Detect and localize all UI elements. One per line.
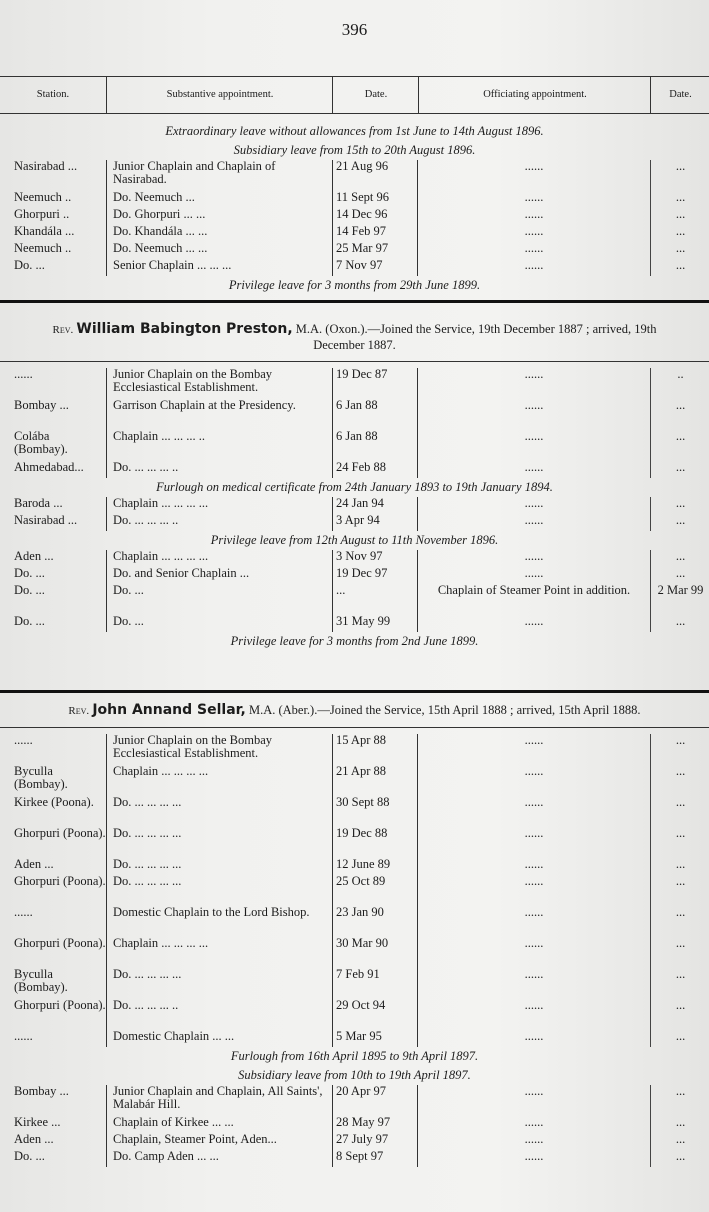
date2-cell: ... <box>650 430 709 461</box>
date2-cell: ... <box>650 765 709 796</box>
date-cell: 25 Oct 89 <box>332 875 418 906</box>
header-station: Station. <box>36 89 70 100</box>
date-cell: 30 Sept 88 <box>332 796 418 827</box>
appointment-cell: Do. Khandála ... ... <box>106 225 332 242</box>
table-row <box>0 906 709 937</box>
table-row <box>0 999 709 1030</box>
title-prefix: Rev. <box>68 705 90 717</box>
appointment-cell: Chaplain ... ... ... ... <box>106 765 332 796</box>
appointment-cell: Junior Chaplain and Chaplain of Nasirabad. <box>106 160 332 191</box>
officiating-cell: Chaplain of Steamer Point in addition. <box>437 583 631 597</box>
station-cell: Nasirabad ... <box>14 159 78 173</box>
table-rule <box>0 727 709 728</box>
officiating-cell: ...... <box>524 566 544 580</box>
table-row <box>0 968 709 999</box>
officiating-cell: ...... <box>524 733 544 747</box>
table-row <box>0 1030 709 1047</box>
table-row <box>0 259 709 276</box>
table-row <box>0 858 709 875</box>
officer-name: William Babington Preston, <box>76 321 293 337</box>
date2-cell: ... <box>650 208 709 225</box>
officiating-cell: ...... <box>524 905 544 919</box>
station-cell: Kirkee ... <box>14 1115 61 1129</box>
table-row <box>0 875 709 906</box>
appointment-cell: Do. ... ... ... ... <box>106 875 332 906</box>
date-cell: 31 May 99 <box>332 615 418 632</box>
leave-note: Subsidiary leave from 10th to 19th April 1897. <box>238 1068 471 1082</box>
station-cell: Byculla (Bombay). <box>14 764 68 791</box>
station-cell: Do. ... <box>14 583 45 597</box>
officiating-cell: ...... <box>524 513 544 527</box>
table-row <box>0 937 709 968</box>
table-row <box>0 1150 709 1167</box>
officiating-cell: ...... <box>524 764 544 778</box>
date-cell: 5 Mar 95 <box>332 1030 418 1047</box>
officiating-cell: ...... <box>524 857 544 871</box>
table-row <box>0 191 709 208</box>
appointment-cell: Do. ... ... ... .. <box>106 461 332 478</box>
appointment-cell: Senior Chaplain ... ... ... <box>106 259 332 276</box>
section-sellar <box>0 703 709 1167</box>
date2-cell: ... <box>650 796 709 827</box>
date-cell: 3 Nov 97 <box>332 550 418 567</box>
date-cell: 27 July 97 <box>332 1133 418 1150</box>
officiating-cell: ...... <box>524 496 544 510</box>
date-cell: 19 Dec 87 <box>332 368 418 399</box>
officiating-cell: ...... <box>524 460 544 474</box>
date2-cell: ... <box>650 242 709 259</box>
station-cell: Aden ... <box>14 549 54 563</box>
station-cell: Aden ... <box>14 857 54 871</box>
date-cell: 21 Apr 88 <box>332 765 418 796</box>
leave-note: Privilege leave for 3 months from 29th June 1899. <box>228 278 481 292</box>
appointment-cell: Domestic Chaplain to the Lord Bishop. <box>106 906 332 937</box>
date2-cell: ... <box>650 937 709 968</box>
appointment-cell: Chaplain ... ... ... ... <box>106 937 332 968</box>
date2-cell: ... <box>650 225 709 242</box>
table-row <box>0 514 709 531</box>
station-cell: ...... <box>14 733 33 747</box>
officiating-cell: ...... <box>524 874 544 888</box>
table-rule <box>0 361 709 362</box>
date-cell: 25 Mar 97 <box>332 242 418 259</box>
date2-cell: ... <box>650 858 709 875</box>
date2-cell: ... <box>650 191 709 208</box>
date2-cell: ... <box>650 1150 709 1167</box>
table-row <box>0 160 709 191</box>
appointment-cell: Do. Camp Aden ... ... <box>106 1150 332 1167</box>
date2-cell: ... <box>650 1085 709 1116</box>
officiating-cell: ...... <box>524 967 544 981</box>
officer-details: M.A. (Oxon.).—Joined the Service, 19th December 1887 ; arrived, 19th December 1887. <box>295 322 657 352</box>
officiating-cell: ...... <box>524 241 544 255</box>
title-prefix: Rev. <box>52 324 74 336</box>
table-row <box>0 497 709 514</box>
header-officiating: Officiating appointment. <box>418 77 651 113</box>
date2-cell: ... <box>650 1116 709 1133</box>
appointment-cell: Chaplain ... ... ... .. <box>106 430 332 461</box>
header-date2: Date. <box>650 77 709 113</box>
date-cell: 20 Apr 97 <box>332 1085 418 1116</box>
appointment-cell: Do. and Senior Chaplain ... <box>106 567 332 584</box>
station-cell: Bombay ... <box>14 398 69 412</box>
date2-cell: ... <box>650 259 709 276</box>
date-cell: 24 Feb 88 <box>332 461 418 478</box>
table-row <box>0 1133 709 1150</box>
station-cell: ...... <box>14 367 33 381</box>
station-cell: Baroda ... <box>14 496 63 510</box>
appointment-cell: Junior Chaplain and Chaplain, All Saints', Malabár Hill. <box>106 1085 332 1116</box>
station-cell: Colába (Bombay). <box>14 429 68 456</box>
officer-heading <box>0 703 709 719</box>
officiating-cell: ...... <box>524 190 544 204</box>
date2-cell: ... <box>650 1133 709 1150</box>
table-row <box>0 430 709 461</box>
appointment-cell: Do. ... ... ... ... <box>106 796 332 827</box>
appointment-cell: Chaplain ... ... ... ... <box>106 497 332 514</box>
date2-cell: ... <box>650 514 709 531</box>
date2-cell: ... <box>650 160 709 191</box>
station-cell: Do. ... <box>14 1149 45 1163</box>
station-cell: Ghorpuri (Poona). <box>14 874 106 888</box>
date2-cell: .. <box>650 368 709 399</box>
officiating-cell: ...... <box>524 1132 544 1146</box>
date2-cell: ... <box>650 461 709 478</box>
divider <box>0 690 709 693</box>
appointment-cell: Do. ... ... ... ... <box>106 968 332 999</box>
officiating-cell: ...... <box>524 614 544 628</box>
date-cell: 7 Feb 91 <box>332 968 418 999</box>
appointment-cell: Do. Ghorpuri ... ... <box>106 208 332 225</box>
appointment-cell: Do. ... <box>106 615 332 632</box>
station-cell: ...... <box>14 905 33 919</box>
leave-note: Privilege leave for 3 months from 2nd June 1899. <box>230 634 479 648</box>
date-cell: 7 Nov 97 <box>332 259 418 276</box>
date2-cell: 2 Mar 99 <box>650 584 709 615</box>
table-row <box>0 1116 709 1133</box>
station-cell: Ghorpuri .. <box>14 207 70 221</box>
appointment-cell: Domestic Chaplain ... ... <box>106 1030 332 1047</box>
officiating-cell: ...... <box>524 936 544 950</box>
date-cell: 14 Dec 96 <box>332 208 418 225</box>
appointment-cell: Junior Chaplain on the Bombay Ecclesiastical Establishment. <box>106 368 332 399</box>
station-cell: Do. ... <box>14 258 45 272</box>
officiating-cell: ...... <box>524 1149 544 1163</box>
table-header <box>0 76 709 114</box>
section-preston <box>0 322 709 651</box>
date-cell: 11 Sept 96 <box>332 191 418 208</box>
table-row <box>0 615 709 632</box>
table-row <box>0 550 709 567</box>
officiating-cell: ...... <box>524 159 544 173</box>
date2-cell: ... <box>650 550 709 567</box>
appointment-cell: Do. Neemuch ... <box>106 191 332 208</box>
leave-note: Subsidiary leave from 15th to 20th August 1896. <box>233 143 476 157</box>
leave-note: Furlough from 16th April 1895 to 9th April 1897. <box>230 1049 479 1063</box>
leave-note: Furlough on medical certificate from 24th January 1893 to 19th January 1894. <box>156 480 553 494</box>
table-row <box>0 208 709 225</box>
date-cell: 21 Aug 96 <box>332 160 418 191</box>
date-cell: 24 Jan 94 <box>332 497 418 514</box>
date2-cell: ... <box>650 567 709 584</box>
page-number: 396 <box>341 20 368 39</box>
appointment-cell: Do. ... ... ... .. <box>106 514 332 531</box>
appointment-cell: Junior Chaplain on the Bombay Ecclesiastical Establishment. <box>106 734 332 765</box>
date-cell: 3 Apr 94 <box>332 514 418 531</box>
date2-cell: ... <box>650 399 709 430</box>
leave-note: Extraordinary leave without allowances from 1st June to 14th August 1896. <box>165 124 544 138</box>
table-row <box>0 827 709 858</box>
table-row <box>0 796 709 827</box>
station-cell: Do. ... <box>14 614 45 628</box>
date-cell: 8 Sept 97 <box>332 1150 418 1167</box>
appointment-cell: Do. ... <box>106 584 332 615</box>
officiating-cell: ...... <box>524 1115 544 1129</box>
divider <box>0 300 709 303</box>
date2-cell: ... <box>650 734 709 765</box>
appointment-cell: Chaplain of Kirkee ... ... <box>106 1116 332 1133</box>
officiating-cell: ...... <box>524 398 544 412</box>
date-cell: 6 Jan 88 <box>332 399 418 430</box>
station-cell: Byculla (Bombay). <box>14 967 68 994</box>
officer-heading <box>0 322 709 353</box>
date-cell: 6 Jan 88 <box>332 430 418 461</box>
station-cell: Do. ... <box>14 566 45 580</box>
appointment-cell: Do. Neemuch ... ... <box>106 242 332 259</box>
table-row <box>0 567 709 584</box>
station-cell: Ghorpuri (Poona). <box>14 826 106 840</box>
station-cell: Ahmedabad... <box>14 460 84 474</box>
officiating-cell: ...... <box>524 826 544 840</box>
table-row <box>0 242 709 259</box>
date-cell: 30 Mar 90 <box>332 937 418 968</box>
date-cell: 12 June 89 <box>332 858 418 875</box>
station-cell: Neemuch .. <box>14 241 72 255</box>
header-substantive: Substantive appointment. <box>106 77 333 113</box>
table-row <box>0 765 709 796</box>
date-cell: 15 Apr 88 <box>332 734 418 765</box>
table-row <box>0 1085 709 1116</box>
date-cell: 19 Dec 97 <box>332 567 418 584</box>
table-row <box>0 461 709 478</box>
officiating-cell: ...... <box>524 258 544 272</box>
officiating-cell: ...... <box>524 367 544 381</box>
appointment-cell: Chaplain, Steamer Point, Aden... <box>106 1133 332 1150</box>
date2-cell: ... <box>650 875 709 906</box>
date2-cell: ... <box>650 999 709 1030</box>
table-row <box>0 225 709 242</box>
officiating-cell: ...... <box>524 429 544 443</box>
officer-details: M.A. (Aber.).—Joined the Service, 15th April 1888 ; arrived, 15th April 1888. <box>248 703 641 717</box>
date2-cell: ... <box>650 968 709 999</box>
date2-cell: ... <box>650 906 709 937</box>
table-row <box>0 399 709 430</box>
appointment-cell: Do. ... ... ... .. <box>106 999 332 1030</box>
officiating-cell: ...... <box>524 549 544 563</box>
date-cell: 19 Dec 88 <box>332 827 418 858</box>
table-row <box>0 584 709 615</box>
date-cell: 23 Jan 90 <box>332 906 418 937</box>
station-cell: Aden ... <box>14 1132 54 1146</box>
table-row <box>0 734 709 765</box>
officiating-cell: ...... <box>524 1029 544 1043</box>
header-date: Date. <box>332 77 419 113</box>
date-cell: 28 May 97 <box>332 1116 418 1133</box>
station-cell: Ghorpuri (Poona). <box>14 936 106 950</box>
station-cell: Ghorpuri (Poona). <box>14 998 106 1012</box>
officiating-cell: ...... <box>524 998 544 1012</box>
station-cell: ...... <box>14 1029 33 1043</box>
appointment-cell: Do. ... ... ... ... <box>106 827 332 858</box>
appointment-cell: Garrison Chaplain at the Presidency. <box>106 399 332 430</box>
date-cell: 29 Oct 94 <box>332 999 418 1030</box>
officiating-cell: ...... <box>524 795 544 809</box>
station-cell: Bombay ... <box>14 1084 69 1098</box>
date2-cell: ... <box>650 1030 709 1047</box>
officer-name: John Annand Sellar, <box>92 702 246 718</box>
officiating-cell: ...... <box>524 224 544 238</box>
appointment-cell: Chaplain ... ... ... ... <box>106 550 332 567</box>
leave-note: Privilege leave from 12th August to 11th November 1896. <box>210 533 499 547</box>
station-cell: Khandála ... <box>14 224 75 238</box>
officiating-cell: ...... <box>524 1084 544 1098</box>
appointment-cell: Do. ... ... ... ... <box>106 858 332 875</box>
date2-cell: ... <box>650 827 709 858</box>
date-cell: 14 Feb 97 <box>332 225 418 242</box>
date-cell: ... <box>332 584 418 615</box>
table-row <box>0 368 709 399</box>
officiating-cell: ...... <box>524 207 544 221</box>
date2-cell: ... <box>650 615 709 632</box>
station-cell: Nasirabad ... <box>14 513 78 527</box>
station-cell: Kirkee (Poona). <box>14 795 94 809</box>
station-cell: Neemuch .. <box>14 190 72 204</box>
section-continuation <box>0 122 709 295</box>
date2-cell: ... <box>650 497 709 514</box>
